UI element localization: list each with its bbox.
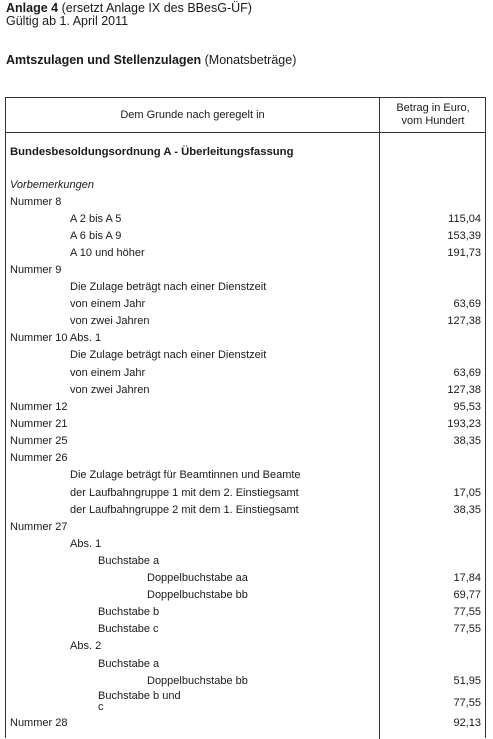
table-row: von zwei Jahren 127,38 [70,315,481,327]
table-row: A 6 bis A 9 153,39 [70,230,481,242]
table-row: Buchstabe a [98,555,160,567]
section-title: Bundesbesoldungsordnung A - Überleitungsfassung [10,146,294,158]
table-row: Doppelbuchstabe aa 17,84 [147,572,481,584]
table-row: Buchstabe a [98,658,160,670]
table-row: Die Zulage beträgt für Beamtinnen und Beamte [70,469,301,481]
table-row: Nummer 12 95,53 [10,401,481,413]
table-row: Nummer 25 38,35 [10,435,481,447]
table-row: von einem Jahr 63,69 [70,367,481,379]
column-header-amount: Betrag in Euro, vom Hundert [396,102,470,127]
valid-from-line: Gültig ab 1. April 2011 [6,14,129,28]
annex-title: Anlage 4 (ersetzt Anlage IX des BBesG-ÜF) [6,1,252,15]
table-row: Nummer 8 [10,196,62,208]
allowance-table [5,97,486,738]
table-row: Nummer 27 [10,521,68,533]
table-row: Abs. 1 [70,538,102,550]
column-header-basis: Dem Grunde nach geregelt in [120,109,265,121]
table-row: A 10 und höher 191,73 [70,247,481,259]
table-row: Nummer 9 [10,264,62,276]
table-row: A 2 bis A 5 115,04 [70,213,481,225]
table-row: der Laufbahngruppe 1 mit dem 2. Einstiegsamt 17,05 [70,487,481,499]
table-row: Nummer 10 Abs. 1 [10,332,102,344]
table-row: Buchstabe c 77,55 [98,623,481,635]
table-row: der Laufbahngruppe 2 mit dem 1. Einstiegsamt 38,35 [70,504,481,516]
table-row: Buchstabe b und c 77,55 [98,690,481,713]
table-row: von zwei Jahren 127,38 [70,384,481,396]
table-row: Doppelbuchstabe bb 51,95 [147,675,481,687]
table-row: Nummer 26 [10,452,68,464]
document-header [6,2,252,28]
table-row: Buchstabe b 77,55 [98,606,481,618]
table-row: Doppelbuchstabe bb 69,77 [147,589,481,601]
table-heading: Amtszulagen und Stellenzulagen (Monatsbeträge) [6,53,297,67]
table-row: von einem Jahr 63,69 [70,298,481,310]
table-row: Die Zulage beträgt nach einer Dienstzeit [70,281,267,293]
table-row: Nummer 28 92,13 [10,717,481,729]
table-row: Abs. 2 [70,640,102,652]
table-row: Nummer 21 193,23 [10,418,481,430]
table-row: Die Zulage beträgt nach einer Dienstzeit [70,349,267,361]
table-row: Vorbemerkungen [10,179,94,191]
header-rule [6,132,485,133]
